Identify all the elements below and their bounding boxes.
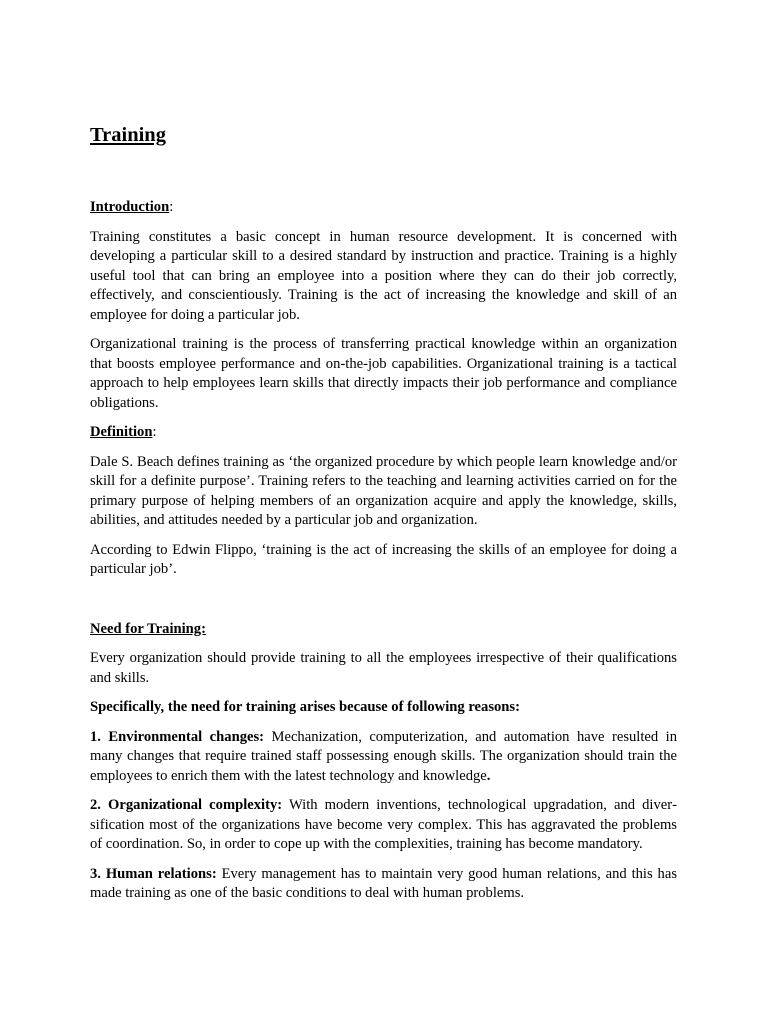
need-paragraph-1: Every organization should provide training to all the employees irrespective of their qualifications and skills. (90, 650, 677, 686)
reason-label: 2. Organizational complexity: (90, 797, 283, 813)
definition-heading (90, 423, 677, 443)
reason-text: Mechanization, computerization, and automation have resulted in many changes that require trained staff possessing enough skills. The organization should train the employees to enrich them with the latest technology and knowledge (90, 728, 678, 784)
need-specifically-line: Specifically, the need for training arises because of following reasons: (90, 699, 520, 715)
definition-paragraph-1: Dale S. Beach defines training as ‘the organized procedure by which people learn knowledge and/or skill for a definite purpose’. Training refers to the teaching and learning activities carried on for the primary purpose of helping members of an organization acquire and apply the knowledge, skills, abilities, and attitudes needed by a particular job and organization. (90, 453, 677, 528)
introduction-heading-colon: : (169, 199, 174, 215)
need-heading-text: Need for Training: (90, 620, 206, 637)
reason-text: With modern inventions, technological upgradation, and diversification most of the organizations have become very complex. This has aggravated the problems of coordination. So, in order to cope up with the complexities, training has become mandatory. (90, 797, 677, 852)
reason-label: 3. Human relations: (90, 865, 217, 882)
section-spacer (90, 590, 677, 620)
definition-paragraph-2: According to Edwin Flippo, ‘training is the act of increasing the skills of an employee for doing a particular job’. (90, 541, 677, 577)
definition-heading-text: Definition (90, 424, 153, 440)
introduction-heading-text: Introduction (90, 199, 170, 215)
reason-end: . (486, 767, 491, 784)
introduction-paragraph-2: Organizational training is the process of transferring practical knowledge within an organization that boosts employee performance and on-the-job capabilities. Organizational training is a tactical approach to help employees learn skills that directly impacts their job performance and compliance obligations. (90, 336, 677, 411)
reason-item (90, 796, 677, 855)
definition-heading-colon: : (152, 424, 157, 440)
reason-item (90, 728, 677, 787)
page-title: Training (90, 124, 166, 146)
need-heading (90, 620, 677, 640)
reason-text: Every management has to maintain very good human relations, and this has made training as one of the basic conditions to deal with human problems. (90, 865, 677, 901)
reason-label: 1. Environmental changes: (90, 728, 265, 745)
introduction-heading (90, 198, 677, 218)
reason-item (90, 865, 677, 904)
document-body (90, 122, 677, 914)
introduction-paragraph-1: Training constitutes a basic concept in human resource development. It is concerned with developing a particular skill to a desired standard by instruction and practice. Training is a highly useful tool that can bring an employee into a position where they can do their job correctly, effectively, and conscientiously. Training is the act of increasing the knowledge and skill of an employee for doing a particular job. (90, 228, 677, 323)
